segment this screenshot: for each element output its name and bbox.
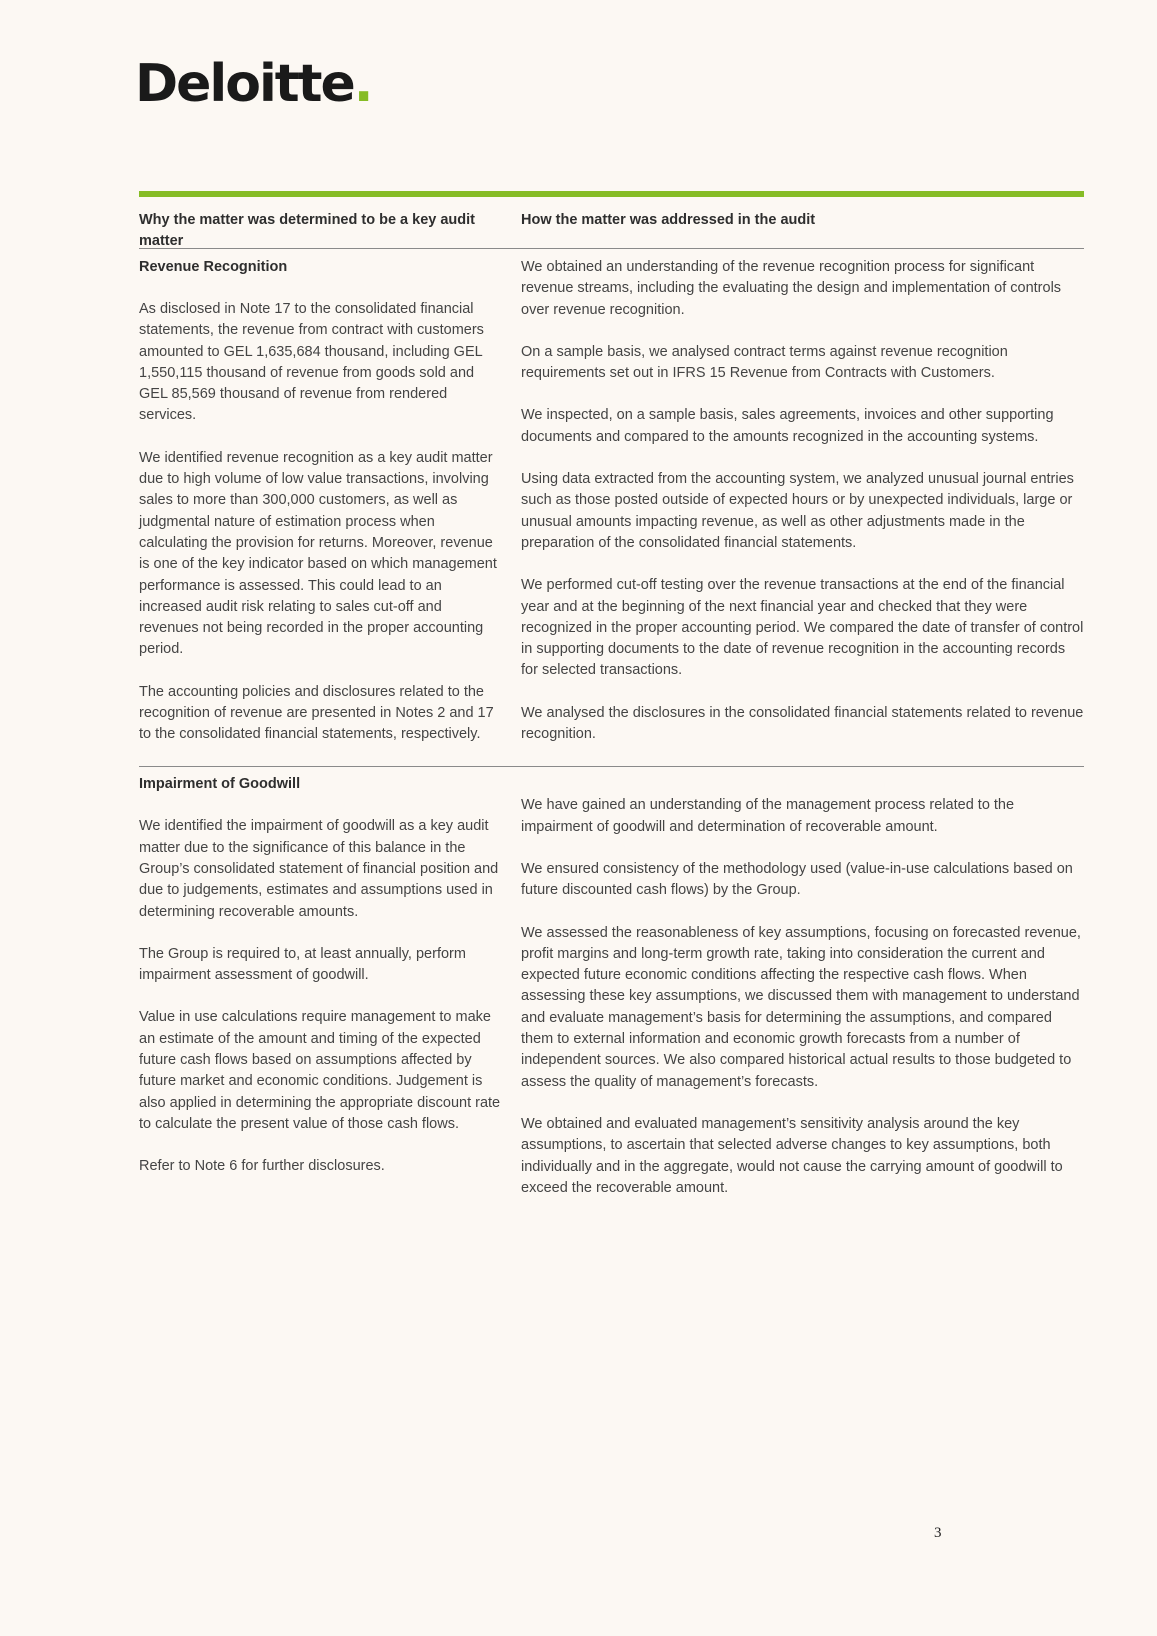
key-audit-matters-table (139, 191, 1084, 1220)
header-how: How the matter was addressed in the audit (521, 212, 816, 228)
paragraph: We have gained an understanding of the management process related to the impairment of goodwill and determination of recoverable amount. (521, 797, 1015, 835)
paragraph: On a sample basis, we analysed contract terms against revenue recognition requirements set out in IFRS 15 Revenue from Contracts with Customers. (521, 343, 1008, 382)
paragraph: We identified revenue recognition as a key audit matter due to high volume of low value transactions, involving sales to more than 300,000 customers, as well as judgmental nature of estimation process when calculating the provision for returns. Moreover, revenue is one of the key indicator based on which management performance is assessed. This could lead to an increased audit risk relating to sales cut-off and revenues not being recorded in the proper accounting period. (139, 449, 497, 658)
paragraph: The accounting policies and disclosures related to the recognition of revenue are presented in Notes 2 and 17 to the consolidated financial statements, respectively. (139, 683, 494, 743)
paragraph: The Group is required to, at least annually, perform impairment assessment of goodwill. (139, 945, 466, 984)
section-title: Impairment of Goodwill (139, 776, 301, 793)
section-impairment-of-goodwill (139, 767, 1084, 1220)
paragraph: We analysed the disclosures in the consolidated financial statements related to revenue recognition. (521, 704, 1084, 743)
table-header (139, 197, 1084, 249)
paragraph: We performed cut-off testing over the revenue transactions at the end of the financial year and at the beginning of the next financial year and checked that they were recognized in the proper accounting period. We compared the date of transfer of control in supporting documents to the date of revenue recognition in the accounting records for selected transactions. (521, 577, 1084, 679)
section-title: Revenue Recognition (139, 259, 288, 275)
header-why: Why the matter was determined to be a key audit matter (139, 212, 475, 249)
paragraph: We assessed the reasonableness of key assumptions, focusing on forecasted revenue, profit margins and long-term growth rate, taking into consideration the current and expected future economic conditions affecting the respective cash flows. When assessing these key assumptions, we discussed them with management to understand and evaluate management’s basis for determining the assumptions, and compared them to external information and economic growth forecasts from a number of independent sources. We also compared historical actual results to those budgeted to assess the quality of management’s forecasts. (521, 924, 1081, 1090)
paragraph: We ensured consistency of the methodology used (value-in-use calculations based on future discounted cash flows) by the Group. (521, 860, 1073, 899)
page-number: 3 (934, 1525, 942, 1541)
paragraph: We obtained and evaluated management’s sensitivity analysis around the key assumptions, to ascertain that selected adverse changes to key assumptions, both individually and in the aggregate, would not cause the carrying amount of goodwill to exceed the recoverable amount. (521, 1115, 1063, 1196)
paragraph: Refer to Note 6 for further disclosures. (139, 1158, 385, 1175)
paragraph: As disclosed in Note 17 to the consolidated financial statements, the revenue from contract with customers amounted to GEL 1,635,684 thousand, including GEL 1,550,115 thousand of revenue from goods sold and GEL 85,569 thousand of revenue from rendered services. (139, 301, 484, 424)
paragraph: We obtained an understanding of the revenue recognition process for significant revenue streams, including the evaluating the design and implementation of controls over revenue recognition. (521, 259, 1062, 318)
paragraph: We identified the impairment of goodwill as a key audit matter due to the significance of this balance in the Group’s consolidated statement of financial position and due to judgements, estimates and assumptions used in determining recoverable amounts. (139, 818, 499, 920)
deloitte-logo: Deloitte. (135, 54, 372, 114)
section-revenue-recognition (139, 249, 1084, 767)
paragraph: We inspected, on a sample basis, sales agreements, invoices and other supporting documents and compared to the amounts recognized in the accounting systems. (521, 407, 1054, 445)
paragraph: Using data extracted from the accounting system, we analyzed unusual journal entries such as those posted outside of expected hours or by unexpected individuals, large or unusual amounts impacting revenue, as well as other adjustments made in the preparation of the consolidated financial statements. (521, 471, 1074, 551)
paragraph: Value in use calculations require management to make an estimate of the amount and timing of the expected future cash flows based on assumptions affected by future market and economic conditions. Judgement is also applied in determining the appropriate discount rate to calculate the present value of those cash flows. (139, 1009, 501, 1132)
